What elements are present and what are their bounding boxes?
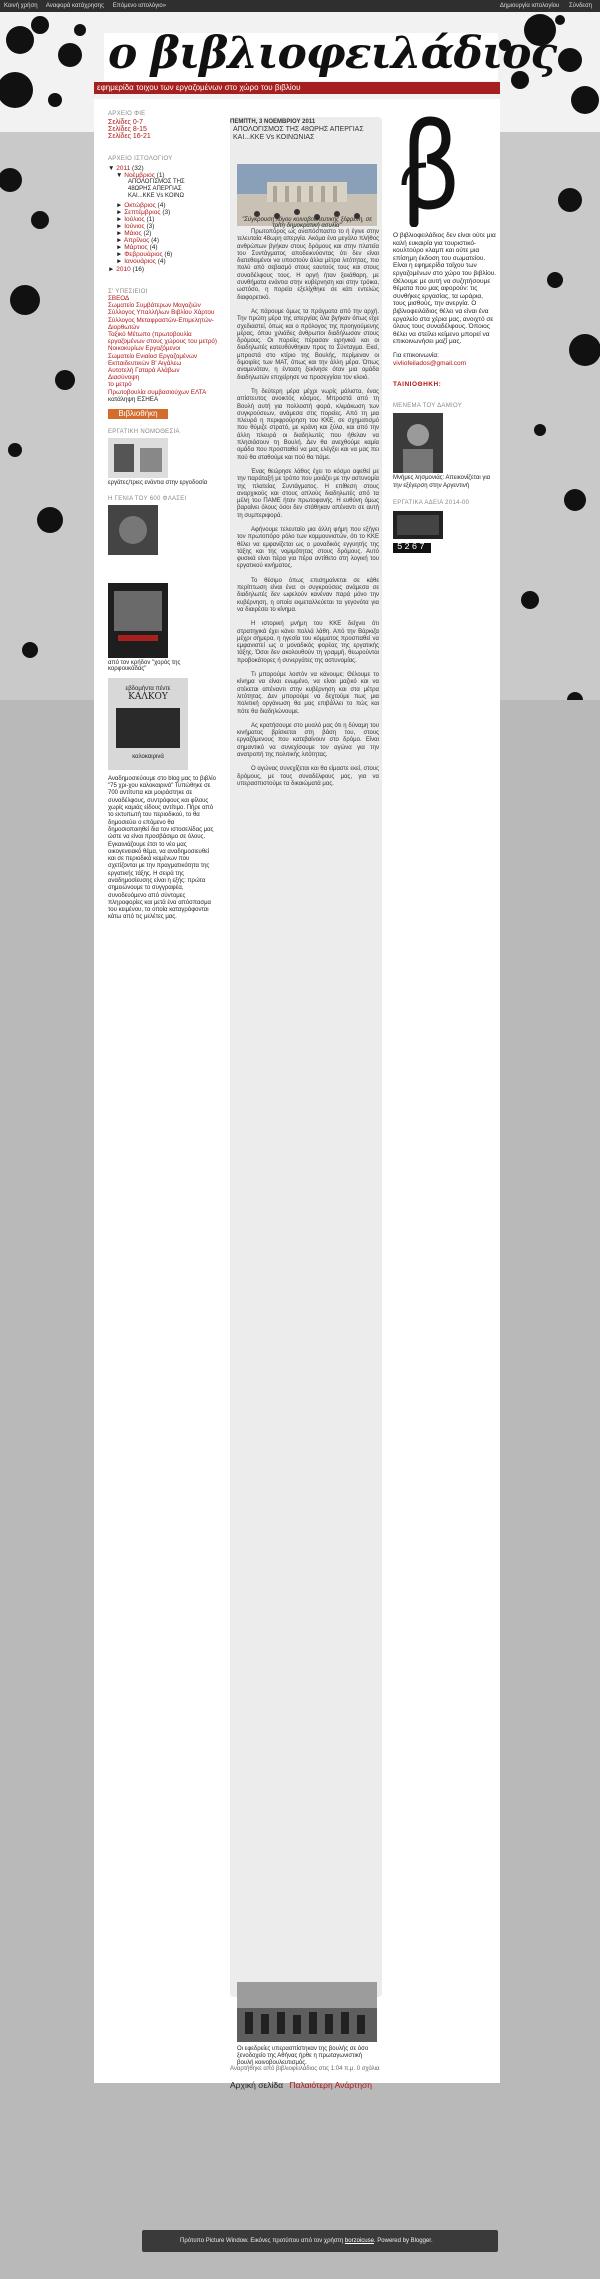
expand-triangle-icon[interactable]: ► <box>116 216 125 223</box>
post-paragraph: Ένας θεώρησε λάθος έχει το κόσμο αφεθεί με την παράταξή με τρόπο που μοιάζει με την αστυνομία της πλατείας Συντάγματος. Η επίθεση στους αναρχικούς και στους απλούς διαδηλωτές από τα μέλη του ΠΑΜΕ ήταν πρωτοφανής. Η ευθύνη όμως βαραίνει όλους όσοι δεν στάθηκαν απέναντι σε αυτή τη συμπεριφορά. <box>237 468 379 519</box>
archive-month[interactable]: ► Οκτώβριος (4) <box>116 202 166 209</box>
sign-in-link[interactable]: Σύνδεση <box>568 3 592 9</box>
book-cover[interactable]: εβδομήντα πέντε ΚΑΛΚΟΥ καλοκαιρινά <box>108 678 188 770</box>
profile-caption: Μνήμες λησμονιάς: Απεικονίζεται για την εξέγερση στην Αργεντινή <box>393 475 491 489</box>
image-caption-1: εργάτες/τριες ενάντια στην εργοδοσία <box>108 479 208 486</box>
labour-law-image[interactable] <box>108 438 168 478</box>
labour-law-heading: ΕΡΓΑΤΙΚΗ ΝΟΜΟΘΕΣΙΑ <box>108 428 180 435</box>
archive-month[interactable]: ► Ιούλιος (1) <box>116 216 155 223</box>
expand-triangle-icon[interactable]: ► <box>116 237 124 244</box>
links-extra[interactable]: κατάληψη ΕΣΗΕΑ <box>108 395 159 403</box>
collapse-triangle-icon[interactable]: ▼ <box>116 172 123 179</box>
counter-heading: ΕΡΓΑΤΙΚΑ ΑΔΕΙΑ 2014-00 <box>393 500 470 507</box>
archive-year-2010[interactable]: ► 2010 (16) <box>108 266 145 273</box>
archive-heading: ΑΡΧΕΙΟ ΦΙΕ <box>108 111 146 117</box>
post-paragraph: Ο αγώνας συνεχίζεται και θα είμαστε εκεί, στους δρόμους, με τους συναδέλφους μας, για να υπερασπιστούμε τα δικαιώματά μας. <box>237 766 379 787</box>
archive-month[interactable]: ► Μάρτιος (4) <box>116 244 158 251</box>
book-cover-photo <box>116 708 180 748</box>
archive-month-nov[interactable]: ▼ Νοέμβριος (1) <box>116 172 165 179</box>
expand-triangle-icon[interactable]: ► <box>116 244 125 251</box>
archive-month[interactable]: ► Ιανουάριος (4) <box>116 258 166 265</box>
blogger-navbar <box>0 0 600 12</box>
create-blog-link[interactable]: Δημιουργία ιστολογίου <box>499 3 560 9</box>
site-subtitle: εφημερίδα τοιχου των εργαζομένων στο χώρο του βιβλίου <box>97 83 301 92</box>
archive-link-0[interactable]: Σελίδες 0-7 <box>108 119 143 126</box>
post-paragraph: Η ιστορική μνήμη του ΚΚΕ δείχνει ότι στρατηγικά έχει κάνει πολλά λάθη. Από την Βάρκιζα μέχρι σήμερα, η ηγεσία του κόμματος προσπαθεί να εμφανιστεί ως ο μοναδικός φορέας της εργατικής τάξης. Όσοι δεν ακολουθούν τη γραμμή, θεωρούνται προβοκάτορες ή συνεργάτες της αστυνομίας. <box>237 621 379 664</box>
sidebar-link[interactable]: Σωματείο Ενιαίοσ Εργαζομένων Εκπαιδευτικών Β' Αιγάλεω <box>108 352 198 367</box>
about-text: Ο βιβλιοφειλάδιος δεν είναι ούτε μια καλή ευκαιρία για τουριστικό-κουλτούρο κλαμπ και ούτε μια επίσημη έκδοση του σωματείου. Είναι η εφημερίδα τοίχου των εργαζομένων στο χώρο του βιβλίου. Θέλουμε με αυτή να συζητήσουμε θέματα που μας αφορούν: τις συνθήκες εργασίας, τα ωράρια, τους μισθούς, την ανεργία. Ο βιβλιοφειλάδιος θέλει να είναι ένα εργαλείο στα χέρια μας, ανοιχτό σε όλους τους συναδέλφους. Όποιος θέλει να στείλει κείμενο μπορεί να επικοινωνήσει μαζί μας. <box>393 232 497 346</box>
left-sidebar <box>108 111 218 922</box>
sidebar-link[interactable]: Σωματείο Συμβάτερων Μαγαζιών <box>108 302 201 310</box>
post-date: ΠΕΜΠΤΗ, 3 ΝΟΕΜΒΡΙΟΥ 2011 <box>230 119 316 125</box>
post-title[interactable]: ΑΠΟΛΟΓΙΣΜΟΣ ΤΗΣ 48ΩΡΗΣ ΑΠΕΡΓΙΑΣ ΚΑΙ...ΚΚΕ Vs ΚΟΙΝΩΝΙΑΣ <box>233 126 364 141</box>
archive-year-2011[interactable]: ▼ 2011 (32) <box>108 165 144 172</box>
dance-poster-image[interactable] <box>108 583 168 658</box>
author-link[interactable]: borzoicuse <box>344 2238 374 2244</box>
contact-email-link[interactable]: vivliofeilados@gmail.com <box>393 359 467 367</box>
footer-credit: Πρότυπο Picture Window. Εικόνες προτύπου από τον χρήστη borzoicuse. Powered by Blogger. <box>180 2238 433 2244</box>
expand-triangle-icon[interactable]: ► <box>116 258 125 265</box>
post-footer: Αναρτήθηκε από βιβλιοφειλάδιος στις 1:04 π.μ. 0 σχόλια <box>230 2066 380 2072</box>
sidebar-link[interactable]: Σύλλογος Υπαλλήλων Βιβλίου Χάρτου <box>108 309 215 317</box>
sidebar-link[interactable]: το μετρό <box>108 381 132 389</box>
archive-month[interactable]: ► Ιούνιος (3) <box>116 223 155 230</box>
sidebar-link[interactable]: Ταξικό Μέτωπο (πρωτοβουλία εργαζομένων στους χώρους του μετρό) <box>108 331 218 346</box>
post-paragraph: Ας κρατήσουμε στο μυαλό μας ότι η δύναμη του κινήματος βρίσκεται στη βάση του, στους εργαζόμενους που κατεβαίνουν στο δρόμο. Είναι σημαντικό να συνεχίσουμε τον αγώνα για την ανατροπή της πολιτικής λιτότητας. <box>237 722 379 758</box>
archive-link-1[interactable]: Σελίδες 8-15 <box>108 126 147 133</box>
post-paragraph: Το θέσιμο όπως επισημαίνεται σε κάθε περίπτωση είναι ένα: οι συγκρούσεις ανάμεσα σε διαδηλωτές δεν ωφελούν κανέναν παρά μόνο την κυβέρνηση, η οποία εκμεταλλεύεται τα γεγονότα για να διαιρέσει το κίνημα. <box>237 577 379 613</box>
visitor-counter-widget <box>393 511 443 539</box>
post-timestamp-link[interactable]: 1:04 π.μ. <box>330 2066 356 2072</box>
links-heading: Σ' ΥΠΕΣΙΕΙΟΙ <box>108 289 148 295</box>
home-link[interactable]: Αρχική σελίδα <box>230 2080 284 2090</box>
generation-600-image[interactable] <box>108 505 158 555</box>
archive-month[interactable]: ► Απρίλιος (4) <box>116 237 160 244</box>
post-paragraph: Πρωτοπόρος ως αναπόσπαστο το ή έγινε στην τελευταία 48ωρη απεργία. Ακόμα ένα μεγάλο πλήθος ανθρώπων βγήκαν στους δρόμους και στην πλατεία του Συντάγματος αποδεικνύοντας ότι δεν είναι διατεθειμένοι να υποστούν άλλα μέτρα λιτότητας, πιο πολύ από σεβασμό στους εαυτούς τους και στους συναδέλφους τους. Η οργή ήταν ξεκάθαρη, με συνθήματα ενάντια στην κυβέρνηση και στην τρόικα, ωστόσο, η πορεία εξελίχθηκε σε κάτι εντελώς διαφορετικό. <box>237 229 379 301</box>
sidebar-link[interactable]: Σύλλογος Μεταφραστών-Επιμελητών-Διορθωτών <box>108 316 214 331</box>
profile-photo[interactable] <box>393 413 443 473</box>
sidebar-link[interactable]: Αυτοτελή Γαταρά Αλάβων <box>108 367 180 375</box>
post-paragraph: Τι μπορούμε λοιπόν να κάνουμε; Θέλουμε το κίνημα να είναι ενωμένο, να είναι μαζικό και να στέκεται απέναντι στην κυβέρνηση και στα μέτρα λιτότητας. Δεν μπορούμε να δεχτούμε πως μια πολιτική οργάνωση θα μας επιβάλλει το πώς και πότε θα διαδηλώνουμε. <box>237 672 379 715</box>
links-list <box>108 295 218 396</box>
archive-month[interactable]: ► Σεπτέμβριος (3) <box>116 209 171 216</box>
expand-triangle-icon[interactable]: ► <box>108 266 115 273</box>
book-about-text: Αναδημοσιεύουμε στο blog μας το βιβλίο "75 χρι-χου καλοκαιρινά" Τυπώθηκε σε 700 αντίτυπα και μοιράστηκε σε συναδέλφους, συντρόφους και φίλους χωρίς καμιάς είδους αντίτιμο. Πήρε από το εκτυπωτή του περιοδικού, το θα δημοσιεύει ο επόμενο θα δημοσιοποιηθεί δια τον ιστοσελίδας μας ώστε να είναι προσβάσιμο σε όλους. Εγκαινιάζουμε έτσι το νέο μας οικογενειακό θέμα, να αναδημοσιευθεί και σε περιοδικά κειμένων που σχετίζονται με την πραγματικότητα της εργατικής τάξης. Η σειρά της αναδημοσίευσης είναι η εξής: πρώτα σημειώνουμε το συγγραφέα, συνοδευόμενο από σύντομες πληροφορίες και μετά ένα απόσπασμα του κειμένου, τα οποία καταγράφονται κάτω από τις μελέτες μας. <box>108 775 216 921</box>
comments-link[interactable]: 0 σχόλια <box>356 2066 380 2072</box>
expand-triangle-icon[interactable]: ► <box>116 202 125 209</box>
photo-caption-1: "Σύγκρουση λόγου κοινοβουλευτικής ξέφρενη, σε τρίτη δημοκρατική ασυλία" <box>242 217 372 229</box>
contact-label: Για επικοινωνία: <box>393 351 439 359</box>
sidebar-link[interactable]: Πρωτοβουλία συμβασιούχων ΕΛΤΑ <box>108 388 207 396</box>
pager-nav <box>230 2080 372 2090</box>
collapse-triangle-icon[interactable]: ▼ <box>108 165 115 172</box>
expand-triangle-icon[interactable]: ► <box>116 251 125 258</box>
powered-by-link[interactable]: Powered by Blogger. <box>377 2238 433 2244</box>
expand-triangle-icon[interactable]: ► <box>116 209 125 216</box>
archive-month[interactable]: ► Φεβρουάριος (6) <box>116 251 173 258</box>
post-paragraph: Ας πάρουμε όμως τα πράγματα από την αρχή. Την πρώτη μέρα της απεργίας όλα βγήκαν όπως είχε σχεδιαστεί, όπως και ο πρόλογος της προηγούμενης μέρας, όπου χιλιάδες άνθρωποι διαδήλωσαν στους δρόμους. Οι πορείες πέρασαν ειρηνικά και οι διαδηλωτές κατευθύνθηκαν προς το Σύνταγμα. Εκεί, μπροστά στο κτίριο της Βουλής, περίμεναν οι διμοιρίες των ΜΑΤ, όπως και την άλλη μέρα. Όπως αναμενόταν, η ένταση ξεκίνησε όταν μια ομάδα διαδηλωτών επιχείρησε να προσεγγίσει τον κλοιό. <box>237 308 379 381</box>
gif-heading: Η ΓΕΝΙΑ ΤΟΥ 600 ΦΛΑΣΕΙ <box>108 495 187 502</box>
image-caption-2: από τον κρήδον "χορός της κορφουκάδας" <box>108 659 181 672</box>
blog-archive-heading: ΑΡΧΕΙΟ ΙΣΤΟΛΟΓΙΟΥ <box>108 156 173 162</box>
sidebar-link[interactable]: Διασύνοψη <box>108 374 140 382</box>
sidebar-link[interactable]: Νοικοκυρίων Εργαζόμενοι <box>108 345 181 353</box>
right-sidebar <box>393 232 497 553</box>
older-posts-link[interactable]: Παλαιότερη Ανάρτηση <box>289 2080 373 2090</box>
post-body <box>237 229 379 795</box>
library-badge[interactable]: Βιβλιοθήκη <box>108 409 168 419</box>
post-paragraph: Αφήνουμε τελευταίο μια άλλη φήμη που εξήγει τον πρωτοπόρο ρόλο των κομμουνιστών, ότι το ΚΚΕ θέλει να εμφανίζεται ως ο μοναδικός εγγυητής της τάξης και της νομιμότητας στους δρόμους. Αυτό φυσικά είναι πέρα για πέρα αντίθετο στη λογική του εργατικού κινήματος. <box>237 526 379 570</box>
expand-triangle-icon[interactable]: ► <box>116 223 125 230</box>
share-link[interactable]: Κοινή χρήση <box>4 3 38 9</box>
photo-caption-2: Οι εφεδρείες υπερασπίστηκαν της βουλής σε όσο ξενοδοχείο της Αθήνας ήρθε η πρωταγωνιστική βουλή κοινοβουλευτισμός. <box>237 2046 369 2066</box>
post-photo-riot-police[interactable] <box>237 1982 377 2042</box>
archive-months-list <box>108 202 218 265</box>
subscribe-heading: ΤΑΙΝΙΟΘΗΚΗ: <box>393 381 442 389</box>
site-title[interactable]: ο βιβλιοφειλάδιος <box>108 28 557 79</box>
sidebar-link[interactable]: ΣΒΕΟΔ <box>108 295 130 302</box>
beta-phi-logo <box>396 115 456 227</box>
post-paragraph: Τη δεύτερη μέρα μέχρι νωρίς μάλιστα, ένας απίστευτος ανοικτός κόσμος. Μπροστά από τη Βουλή αυτή για πολλοστή φορά, κλιμάκωση των συγκρούσεων, ανάμεσα στις πορείες. Από τη μια πλευρά η περιφρούρηση του ΚΚΕ, σε σχηματισμό που θύμιζε στρατό, με κράνη και ξύλα, και από την άλλη πλευρά οι διαδηλωτές που ήθελαν να πλησιάσουν τη Βουλή. Δεν θα ανεχθούμε καμία ομάδα που προσπαθεί να μας ελέγξει και να μας πει πού θα σταθούμε και πού θα πάμε. <box>237 388 379 461</box>
next-blog-link[interactable]: Επόμενο ιστολόγιο» <box>112 3 167 9</box>
archive-post-link[interactable]: ΑΠΟΛΟΓΙΣΜΟΣ ΤΗΣ 48ΩΡΗΣ ΑΠΕΡΓΙΑΣ ΚΑΙ...ΚΚΕ Vs ΚΟΙΝΩ <box>128 179 185 199</box>
report-abuse-link[interactable]: Αναφορά κατάχρησης <box>45 3 105 9</box>
expand-triangle-icon[interactable]: ► <box>116 230 125 237</box>
visitor-counter-value: 5267 <box>393 543 431 553</box>
archive-link-2[interactable]: Σελίδες 16-21 <box>108 133 151 140</box>
film-heading: ΜΕΝΕΜΑ ΤΟΥ ΔΑΜΙΟΥ <box>393 402 463 409</box>
archive-month[interactable]: ► Μάιος (2) <box>116 230 152 237</box>
